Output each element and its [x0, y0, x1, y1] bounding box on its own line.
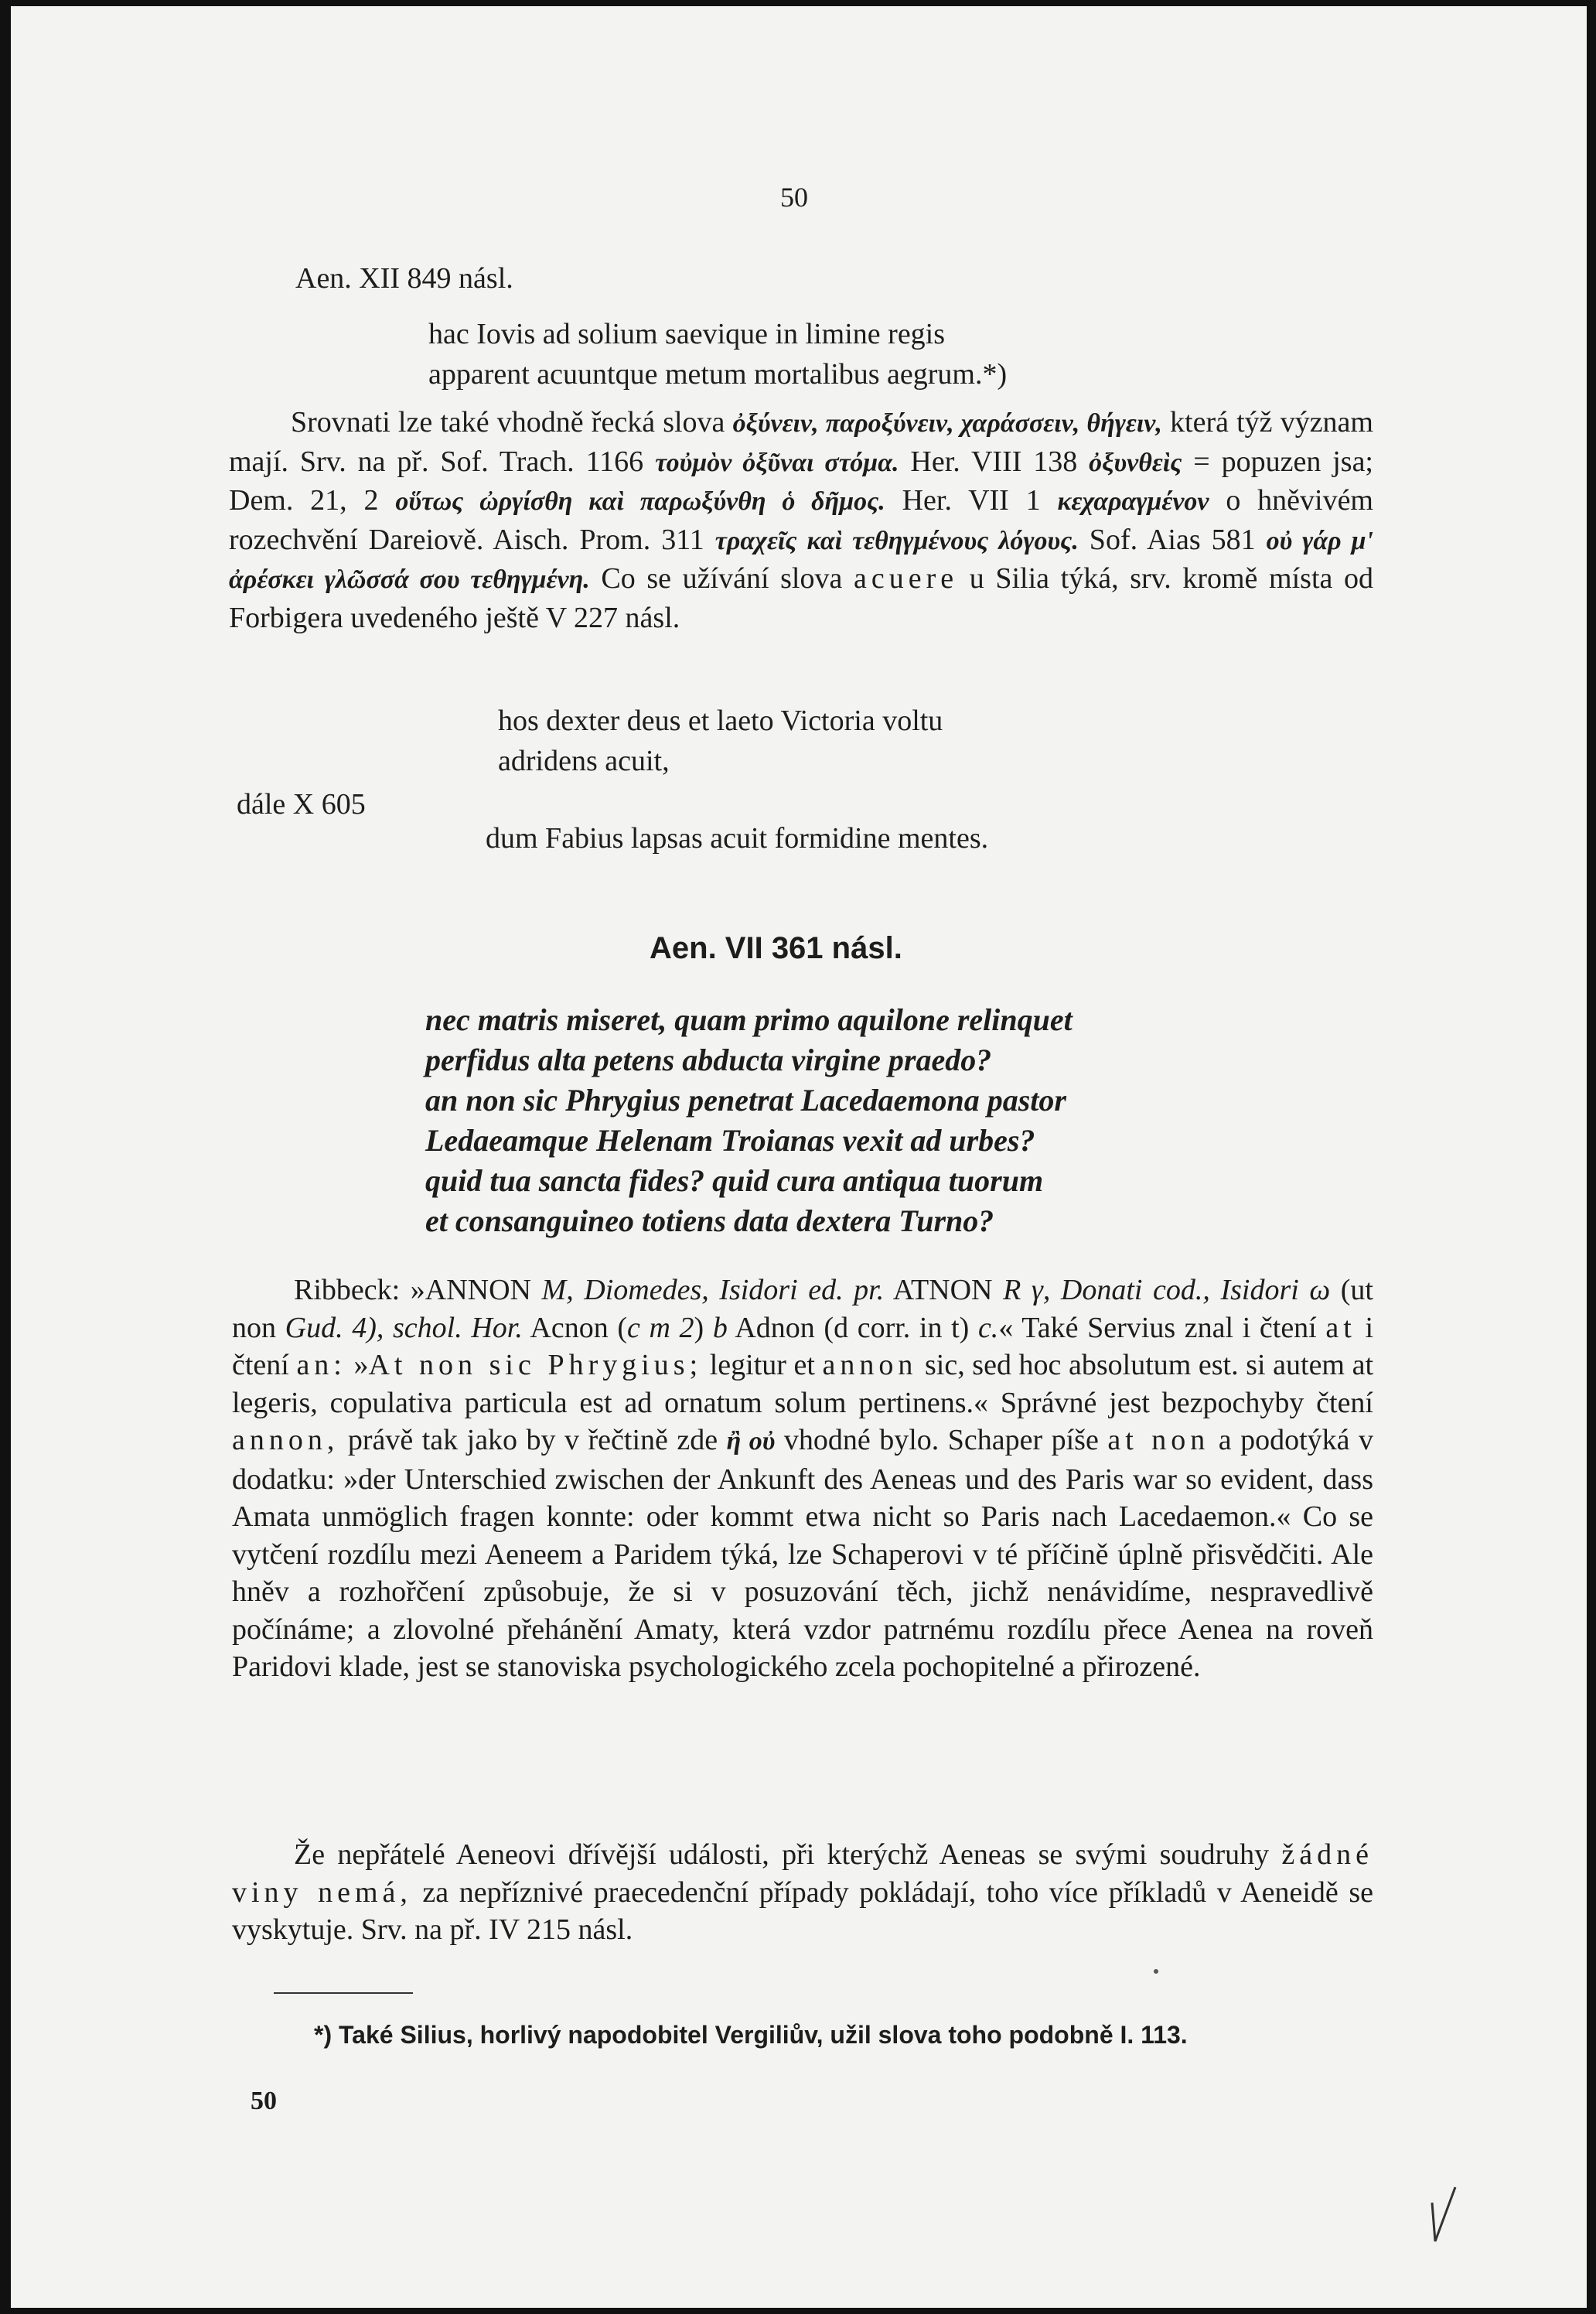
- footnote: *) Také Silius, horlivý napodobitel Vergiliův, užil slova toho podobně I. 113.: [314, 2021, 1188, 2049]
- verse-line: hac Iovis ad solium saevique in limine regis: [428, 318, 946, 350]
- handwritten-mark-icon: [1424, 2179, 1460, 2249]
- verse-line: apparent acuuntque metum mortalibus aegrum.*): [428, 358, 1008, 391]
- verse-line: hos dexter deus et laeto Victoria voltu: [498, 705, 943, 737]
- paragraph-ribbeck: Ribbeck: »ANNON M, Diomedes, Isidori ed. pr. ATNON R γ, Donati cod., Isidori ω (ut non Gud. 4), schol. Hor. Acnon (c m 2) b Adnon (d corr. in t) c.« Také Servius znal i čtení at i čtení an: »At non sic Phrygius; legitur et annon sic, sed hoc absolutum est. si autem at legeris, copulativa particula est ad ornatum solum pertinens.« Správné jest bezpochyby čtení annon, právě tak jako by v řečtině zde ἢ οὐ vhodné bylo. Schaper píše at non a podotýká v dodatku: »der Unterschied zwischen der Ankunft des Aeneas und des Paris war so evident, dass Amata unmöglich fragen konnte: oder kommt etwa nicht so Paris nach Lacedaemon.« Co se vytčení rozdílu mezi Aeneem a Paridem týká, lze Schaperovi v té příčině úplně přisvědčiti. Ale hněv a rozhořčení způsobuje, že si v posuzování těch, jichž nenávidíme, nespravedlivě počínáme; a zlovolné přehánění Amaty, která vzdor patrnému rozdílu přece Aenea na roveň Paridovi klade, jest se stanoviska psychologického zcela pochopitelné a přirozené.: [232, 1274, 1373, 1683]
- verse-line: adridens acuit,: [498, 745, 670, 777]
- paragraph-greek-comparison: Srovnati lze také vhodně řecká slova ὀξύνειν, παροξύνειν, χαράσσειν, θήγειν, která týž význam mají. Srv. na př. Sof. Trach. 1166 τοὐμὸν ὀξῦναι στόμα. Her. VIII 138 ὀξυνθεὶς = popuzen jsa; Dem. 21, 2 οὕτως ὠργίσθη καὶ παρωξύνθη ὁ δῆμος. Her. VII 1 κεχαραγμένον o hněvivém rozechvění Dareiově. Aisch. Prom. 311 τραχεῖς καὶ τεθηγμένους λόγους. Sof. Aias 581 οὐ γάρ μ' ἀρέσκει γλῶσσά σου τεθηγμένη. Co se užívání slova acuere u Silia týká, srv. kromě místa od Forbigera uvedeného ještě V 227 násl.: [229, 406, 1373, 634]
- ref-dale-x-605: dále X 605: [237, 788, 366, 821]
- section-heading-aen-vii: Aen. VII 361 násl.: [650, 931, 902, 965]
- paragraph-aeneas-enemies: Že nepřátelé Aeneovi dřívější události, při kterýchž Aeneas se svými soudruhy žádné viny nemá, za nepříznivé praecedenční případy pokládají, toho více příkladů v Aeneidě se vyskytuje. Srv. na př. IV 215 násl.: [232, 1838, 1373, 1946]
- verse-line: an non sic Phrygius penetrat Lacedaemona pastor: [425, 1083, 1066, 1118]
- footnote-divider: [274, 1992, 413, 1994]
- verse-quote-3: dum Fabius lapsas acuit formidine mentes.: [486, 822, 989, 855]
- verse-quote-4: [425, 1000, 1073, 1241]
- verse-line: nec matris miseret, quam primo aquilone relinquet: [425, 1002, 1073, 1037]
- scanned-page: [11, 6, 1587, 2308]
- verse-line: Ledaeamque Helenam Troianas vexit ad urbes?: [425, 1123, 1035, 1158]
- verse-line: et consanguineo totiens data dextera Turno?: [425, 1203, 994, 1238]
- verse-line: quid tua sancta fides? quid cura antiqua tuorum: [425, 1163, 1044, 1198]
- section-ref-aen-xii: Aen. XII 849 násl.: [295, 262, 513, 295]
- verse-quote-2: [498, 701, 943, 781]
- verse-quote-1: [428, 314, 1007, 394]
- verse-line: perfidus alta petens abducta virgine praedo?: [425, 1043, 992, 1077]
- page-number-bottom: 50: [251, 2087, 277, 2115]
- scan-speck: [1154, 1969, 1158, 1974]
- page-number-top: 50: [780, 182, 808, 213]
